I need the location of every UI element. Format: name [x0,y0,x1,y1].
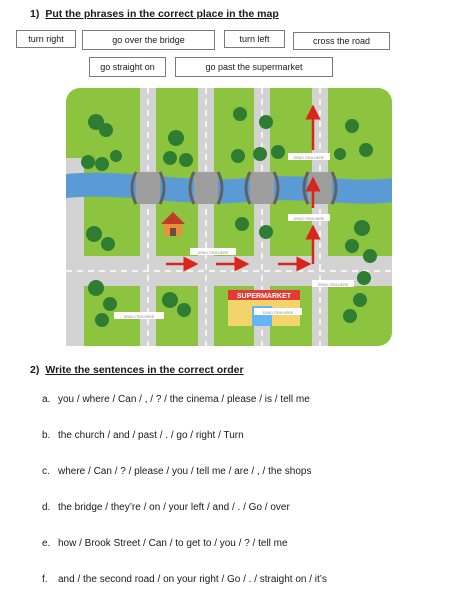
town-map [66,88,392,346]
drop-zone-1[interactable]: DRAG ITEM HERE [293,156,325,160]
section-2-number: 2) [30,364,40,376]
section-1-title: Put the phrases in the correct place in the map [45,8,279,20]
section-1-number: 1) [30,8,40,20]
phrase-go-past-the-supermarket[interactable]: go past the supermarket [175,57,333,77]
phrase-turn-right[interactable]: turn right [16,30,76,48]
section-1-heading [30,8,279,20]
sentence-d: d. the bridge / they’re / on / your left / and / . / Go / over [42,502,290,513]
sentence-e: e. how / Brook Street / Can / to get to / you / ? / tell me [42,538,288,549]
drop-zone-3[interactable]: DRAG ITEM HERE [197,251,229,255]
section-2-heading [30,364,244,376]
phrase-go-over-the-bridge[interactable]: go over the bridge [82,30,215,50]
drop-zone-2[interactable]: DRAG ITEM HERE [293,217,325,221]
sentence-b: b. the church / and / past / . / go / right / Turn [42,430,244,441]
phrase-turn-left[interactable]: turn left [224,30,285,48]
drop-zone-6[interactable]: DRAG ITEM HERE [123,315,155,319]
phrase-cross-the-road[interactable]: cross the road [293,32,390,50]
sentence-f: f. and / the second road / on your right / Go / . / straight on / it’s [42,574,327,585]
supermarket-sign: SUPERMARKET [236,293,292,300]
section-2-title: Write the sentences in the correct order [45,364,244,376]
sentence-c: c. where / Can / ? / please / you / tell me / are / , / the shops [42,466,312,477]
phrase-go-straight-on[interactable]: go straight on [89,57,166,77]
drop-zone-5[interactable]: DRAG ITEM HERE [262,311,294,315]
sentence-a: a. you / where / Can / , / ? / the cinema / please / is / tell me [42,394,310,405]
drop-zone-4[interactable]: DRAG ITEM HERE [317,283,349,287]
